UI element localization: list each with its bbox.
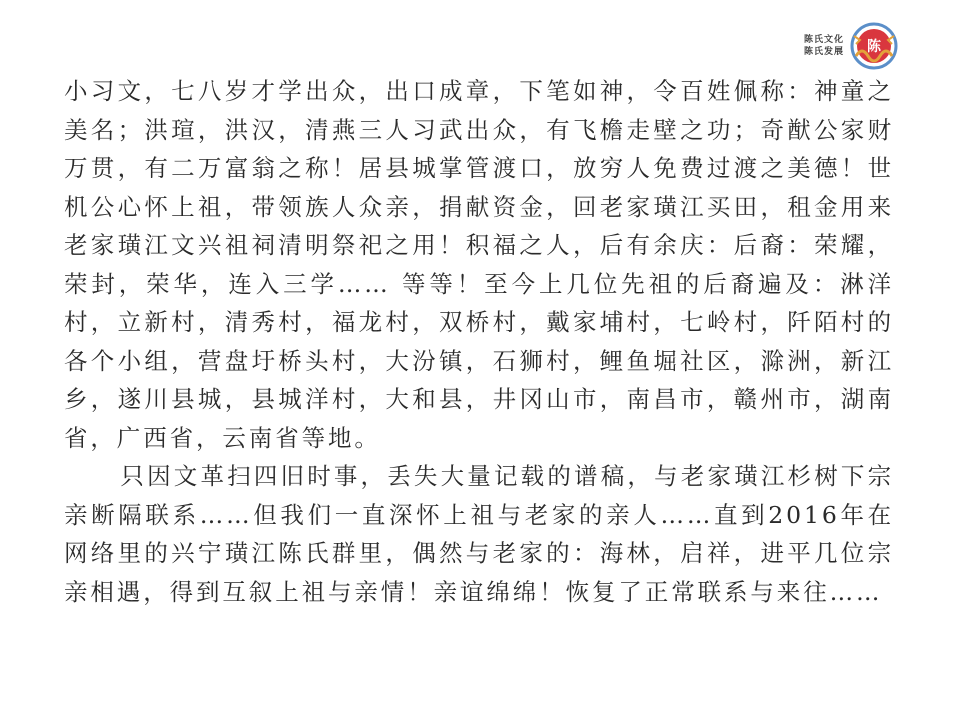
emblem-icon — [850, 22, 898, 70]
logo-line-1: 陈氏文化 — [803, 35, 844, 45]
emblem-char: 陈 — [867, 39, 881, 55]
paragraph-1: 小习文，七八岁才学出众，出口成章，下笔如神，令百姓佩称：神童之美名；洪瑄，洪汉，清燕三人习武出众，有飞檐走壁之功；奇猷公家财万贯，有二万富翁之称！居县城掌管渡口，放穷人免费过渡之美德！世机公心怀上祖，带领族人众亲，捐献资金，回老家璜江买田，租金用来老家璜江文兴祖祠清明祭祀之用！积福之人，后有余庆：后裔：荣耀，荣封，荣华，连入三学…… 等等！至今上几位先祖的后裔遍及：淋洋村，立新村，清秀村，福龙村，双桥村，戴家埔村，七岭村，阡陌村的各个小组，营盘圩桥头村，大汾镇，石狮村，鲤鱼堀社区，滁洲，新江乡，遂川县城，县城洋村，大和县，井冈山市，南昌市，赣州市，湖南省，广西省，云南省等地。 — [64, 77, 894, 452]
paragraph-2: 只因文革扫四旧时事，丢失大量记载的谱稿，与老家璜江杉树下宗亲断隔联系……但我们一直深怀上祖与老家的亲人……直到2016年在网络里的兴宁璜江陈氏群里，偶然与老家的：海林，启祥，进平几位宗亲相遇，得到互叙上祖与亲情！亲谊绵绵！恢复了正常联系与来往…… — [64, 462, 894, 606]
logo-line-2: 陈氏发展 — [803, 47, 844, 57]
logo-text — [804, 34, 844, 58]
document-body — [64, 72, 894, 611]
logo — [804, 22, 898, 70]
